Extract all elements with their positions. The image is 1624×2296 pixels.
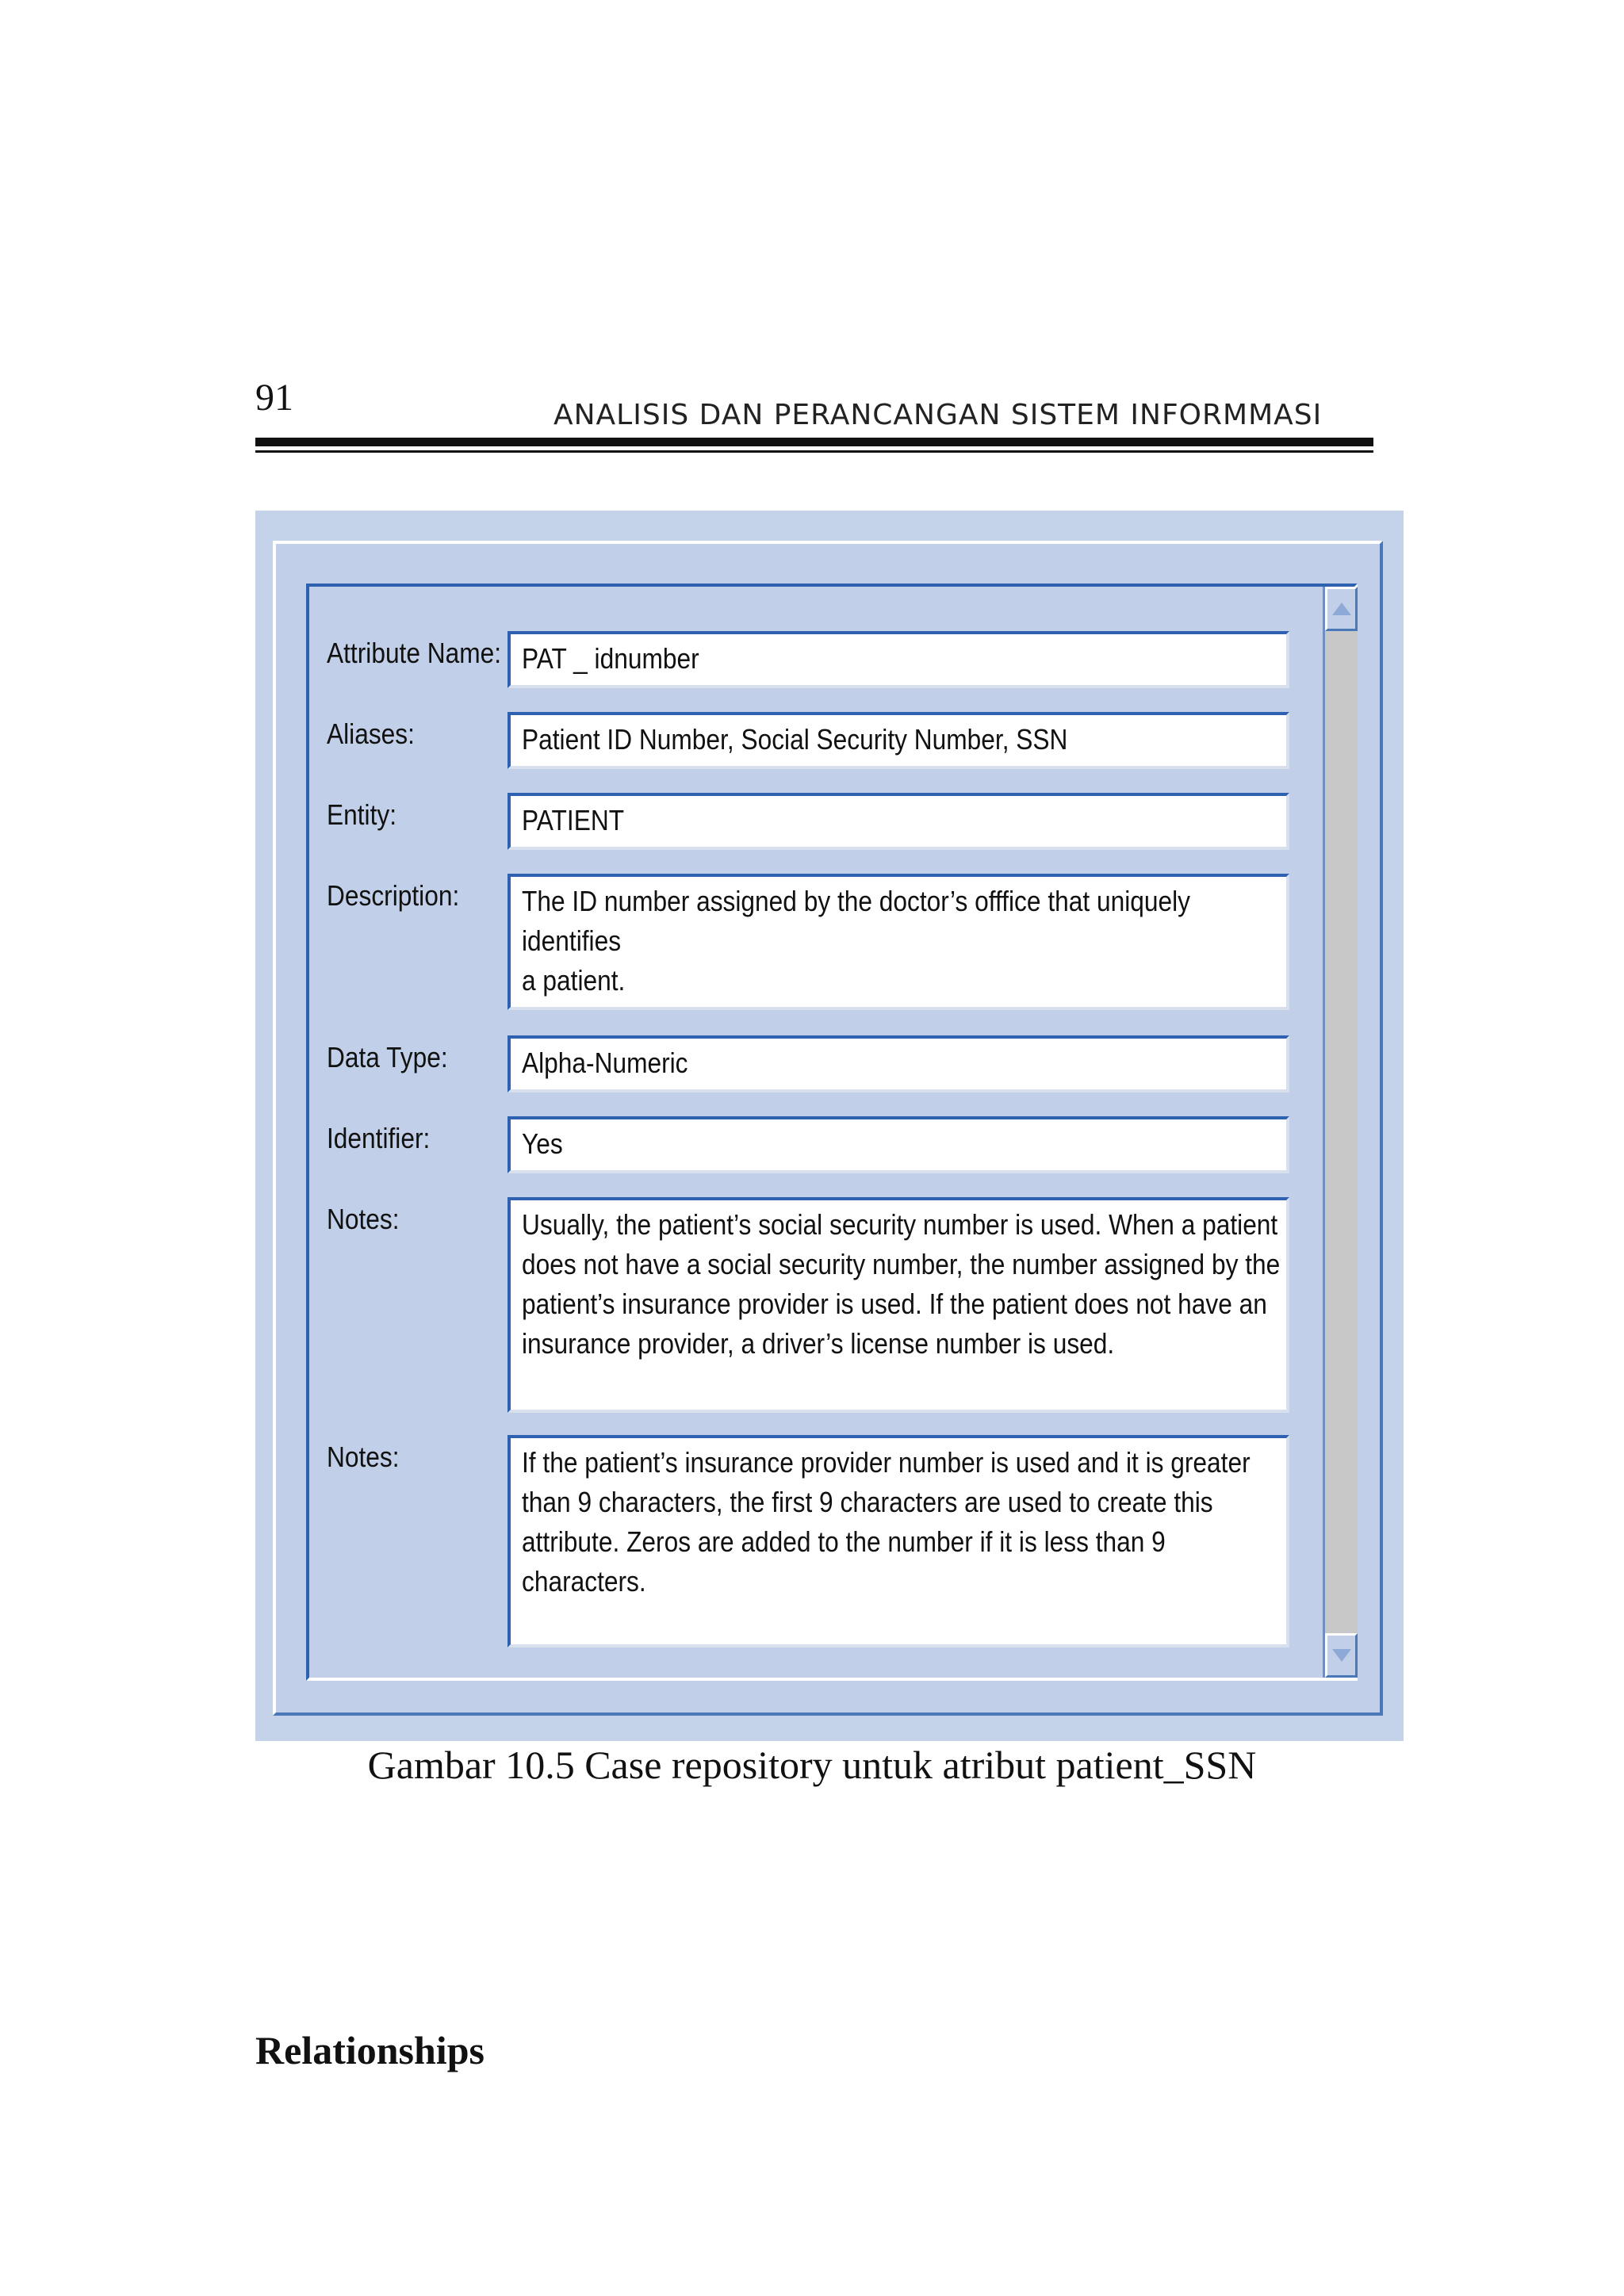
page-number: 91 xyxy=(255,377,293,419)
aliases-label: Aliases: xyxy=(327,718,415,750)
description-label: Description: xyxy=(327,879,460,912)
data-type-field[interactable] xyxy=(508,1035,1289,1093)
header-rule-thin xyxy=(255,450,1373,453)
description-field[interactable] xyxy=(508,874,1289,1010)
vertical-scrollbar[interactable] xyxy=(1323,587,1358,1678)
scroll-down-button[interactable] xyxy=(1325,1633,1358,1678)
data-type-value: Alpha-Numeric xyxy=(522,1047,688,1079)
aliases-field[interactable] xyxy=(508,712,1289,769)
notes-field[interactable] xyxy=(508,1197,1289,1413)
scroll-up-button[interactable] xyxy=(1325,587,1358,631)
section-heading: Relationships xyxy=(255,2028,485,2072)
arrow-up-icon xyxy=(1332,603,1351,615)
entity-value: PATIENT xyxy=(522,804,625,836)
notes-field-2[interactable] xyxy=(508,1435,1289,1647)
notes-value-2: If the patient’s insurance provider number is used and it is greater than 9 characters, the first 9 characters are used to create this attribute. Zeros are added to the number if it is less than 9 characters. xyxy=(522,1446,1251,1598)
identifier-label: Identifier: xyxy=(327,1122,431,1154)
identifier-value: Yes xyxy=(522,1127,563,1160)
entity-label: Entity: xyxy=(327,798,397,831)
attribute-name-value: PAT _ idnumber xyxy=(522,642,699,675)
running-title: ANALISIS DAN PERANCANGAN SISTEM INFORMMASI xyxy=(553,399,1323,431)
figure-caption: Gambar 10.5 Case repository untuk atribut patient_SSN xyxy=(367,1743,1257,1787)
arrow-down-icon xyxy=(1332,1649,1351,1662)
attribute-name-field[interactable] xyxy=(508,631,1289,688)
notes-label-2: Notes: xyxy=(327,1441,400,1473)
attribute-form-panel xyxy=(306,584,1358,1681)
entity-field[interactable] xyxy=(508,793,1289,850)
repository-window xyxy=(273,541,1383,1716)
figure xyxy=(255,511,1404,1741)
notes-label: Notes: xyxy=(327,1203,400,1235)
data-type-label: Data Type: xyxy=(327,1041,448,1073)
aliases-value: Patient ID Number, Social Security Number, SSN xyxy=(522,723,1068,756)
description-value: The ID number assigned by the doctor’s offfice that uniquely identifies a patient. xyxy=(522,885,1190,997)
identifier-field[interactable] xyxy=(508,1116,1289,1173)
header-rule xyxy=(255,438,1373,446)
notes-value: Usually, the patient’s social security number is used. When a patient does not have a social security number, the number assigned by the patient’s insurance provider is used. If the patient does not have an insurance provider, a driver’s license number is used. xyxy=(522,1208,1281,1360)
attribute-name-label: Attribute Name: xyxy=(327,637,502,669)
